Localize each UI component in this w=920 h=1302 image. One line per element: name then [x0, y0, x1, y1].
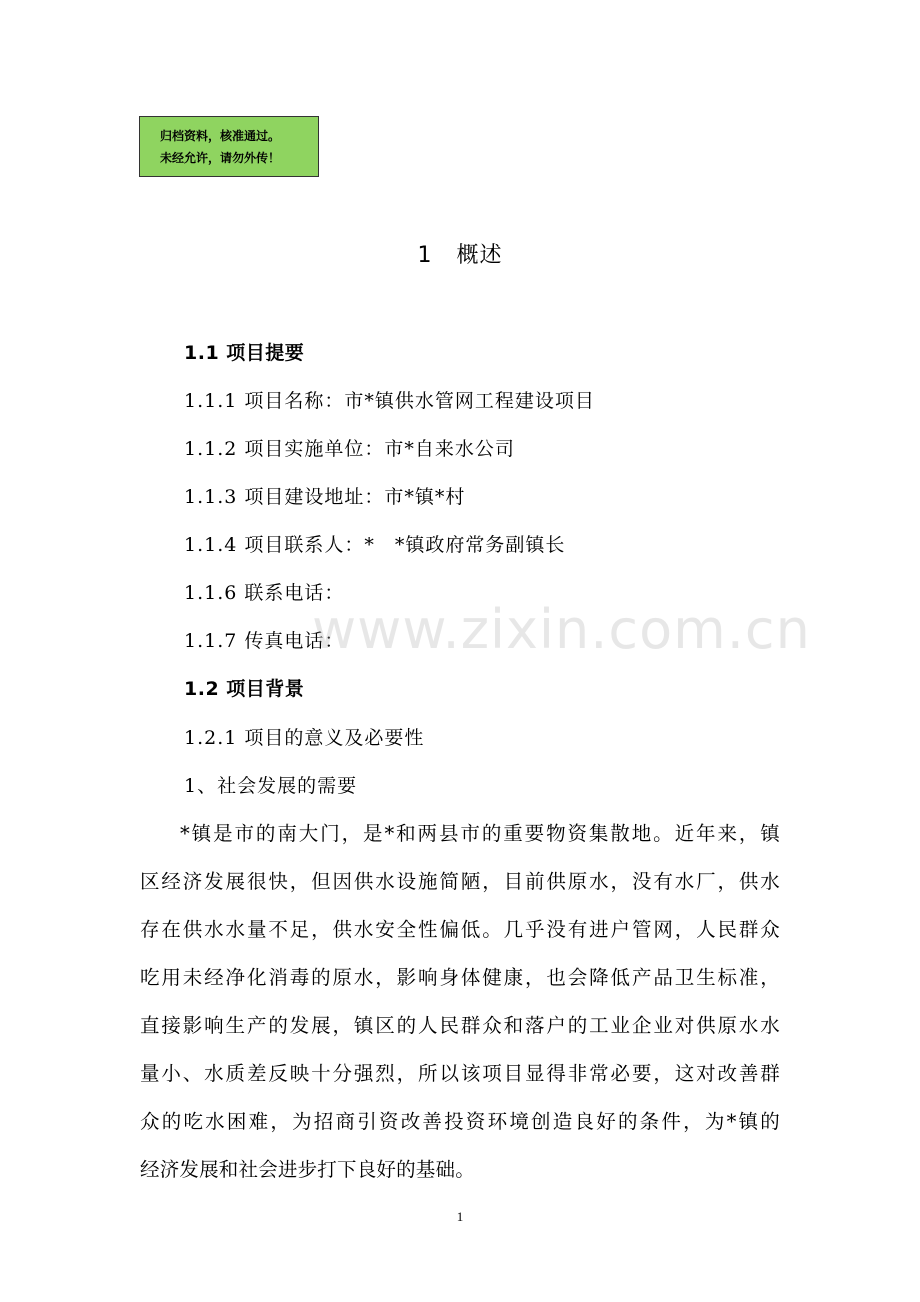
chapter-number: 1 [417, 243, 433, 268]
subheading-social-development: 1、社会发展的需要 [184, 775, 358, 797]
page-number: 1 [456, 1209, 464, 1224]
section-heading-1-2: 1.2 项目背景 [184, 678, 305, 700]
paragraph-line: 经济发展和社会进步打下良好的基础。 [140, 1158, 475, 1181]
section-heading-1-1: 1.1 项目提要 [184, 342, 305, 364]
item-project-address: 1.1.3 项目建设地址：市*镇*村 [184, 486, 466, 508]
chapter-title [0, 238, 920, 274]
paragraph-line: 众的吃水困难，为招商引资改善投资环境创造良好的条件，为*镇的 [140, 1110, 780, 1133]
paragraph-line: 吃用未经净化消毒的原水，影响身体健康，也会降低产品卫生标准， [140, 966, 780, 989]
stamp-line-1: 归档资料，核准通过。 [160, 129, 281, 143]
watermark: www.zixin.com.cn [312, 598, 811, 661]
stamp-line-2: 未经允许，请勿外传！ [160, 151, 281, 165]
item-contact-person-title: *镇政府常务副镇长 [394, 534, 566, 556]
paragraph-line: 量小、水质差反映十分强烈，所以该项目显得非常必要，这对改善群 [140, 1062, 780, 1085]
item-contact-person-label: 1.1.4 项目联系人：* [184, 534, 375, 556]
item-contact-phone: 1.1.6 联系电话： [184, 582, 345, 604]
paragraph-line: 直接影响生产的发展，镇区的人民群众和落户的工业企业对供原水水 [140, 1014, 780, 1037]
paragraph-line: 存在供水水量不足，供水安全性偏低。几乎没有进户管网，人民群众 [140, 918, 780, 941]
item-fax: 1.1.7 传真电话： [184, 630, 345, 652]
paragraph-line: *镇是市的南大门，是*和两县市的重要物资集散地。近年来，镇 [180, 822, 780, 845]
archive-stamp [139, 116, 319, 177]
item-implementing-unit: 1.1.2 项目实施单位：市*自来水公司 [184, 438, 515, 460]
item-contact-person [184, 530, 565, 560]
item-project-name: 1.1.1 项目名称：市*镇供水管网工程建设项目 [184, 390, 595, 412]
chapter-heading: 概述 [456, 243, 503, 268]
paragraph-line: 区经济发展很快，但因供水设施简陋，目前供原水，没有水厂，供水 [140, 870, 780, 893]
item-significance: 1.2.1 项目的意义及必要性 [184, 727, 425, 749]
